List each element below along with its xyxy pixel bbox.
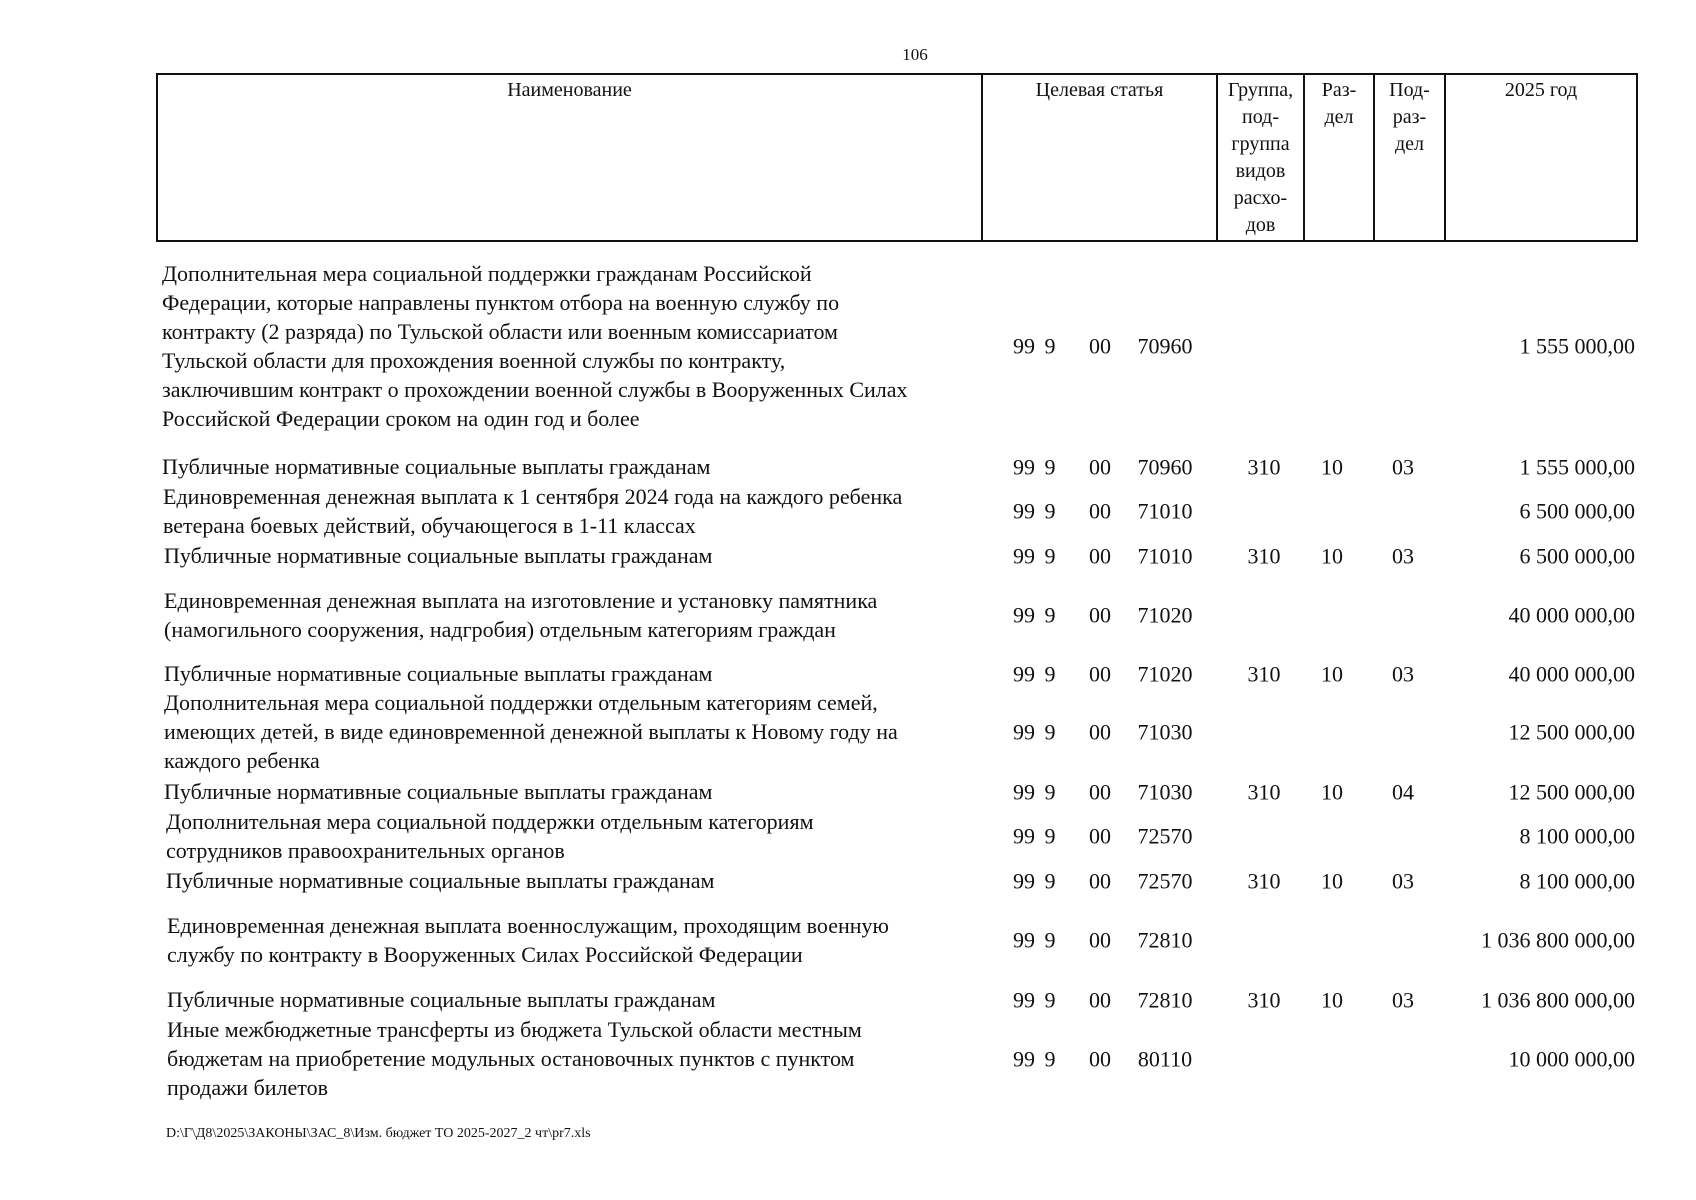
row-amount: 1 036 800 000,00 — [1481, 987, 1635, 1013]
row-code-program: 99 — [1013, 498, 1035, 524]
row-section: 10 — [1321, 868, 1343, 894]
row-name-line: Дополнительная мера социальной поддержки отдельным категориям — [166, 809, 814, 834]
row-name-line: службу по контракту в Вооруженных Силах Российской Федерации — [167, 942, 803, 967]
table-header — [156, 73, 1638, 242]
row-code-direction: 00 — [1089, 333, 1111, 359]
row-group: 310 — [1247, 543, 1281, 569]
row-subsection: 03 — [1392, 987, 1414, 1013]
row-subsection: 03 — [1392, 868, 1414, 894]
row-name — [164, 688, 974, 775]
row-code-direction: 00 — [1089, 1046, 1111, 1071]
row-amount: 12 500 000,00 — [1508, 779, 1635, 805]
row-name-line: Публичные нормативные социальные выплаты гражданам — [164, 543, 713, 568]
row-amount: 12 500 000,00 — [1508, 719, 1635, 744]
table-row — [0, 985, 1696, 1015]
row-name — [164, 659, 974, 688]
row-name-line: Дополнительная мера социальной поддержки гражданам Российской — [162, 261, 812, 286]
row-code-direction: 00 — [1089, 868, 1111, 894]
row-code-direction: 00 — [1089, 823, 1111, 849]
row-name — [164, 777, 974, 806]
row-code-direction: 00 — [1089, 498, 1111, 524]
row-section: 10 — [1321, 454, 1343, 480]
row-code-subprogram: 9 — [1044, 333, 1056, 359]
header-name — [158, 75, 981, 240]
row-name — [167, 1015, 977, 1102]
row-name-line: контракту (2 разряда) по Тульской области или военным комиссариатом — [162, 319, 838, 344]
row-name-line: Публичные нормативные социальные выплаты гражданам — [167, 987, 716, 1012]
row-name — [167, 985, 977, 1014]
row-name-line: Российской Федерации сроком на один год и более — [162, 406, 640, 431]
row-name-line: Единовременная денежная выплата к 1 сентября 2024 года на каждого ребенка — [163, 484, 903, 509]
row-name — [162, 259, 972, 433]
row-name-line: имеющих детей, в виде единовременной денежной выплаты к Новому году на — [164, 719, 898, 744]
row-name-line: Публичные нормативные социальные выплаты гражданам — [166, 868, 715, 893]
row-code-article: 70960 — [1137, 454, 1193, 480]
row-amount: 40 000 000,00 — [1508, 602, 1635, 628]
row-code-subprogram: 9 — [1044, 1046, 1056, 1071]
row-code-subprogram: 9 — [1044, 454, 1056, 480]
row-code-article: 80110 — [1137, 1046, 1193, 1071]
row-code-article: 72570 — [1137, 868, 1193, 894]
row-name-line: заключившим контракт о прохождении военной службы в Вооруженных Силах — [162, 377, 908, 402]
row-section: 10 — [1321, 661, 1343, 687]
header-year — [1444, 75, 1636, 240]
row-amount: 40 000 000,00 — [1508, 661, 1635, 687]
row-code-article: 71020 — [1137, 661, 1193, 687]
row-code-direction: 00 — [1089, 987, 1111, 1013]
row-code-subprogram: 9 — [1044, 779, 1056, 805]
row-code-program: 99 — [1013, 927, 1035, 953]
row-code-subprogram: 9 — [1044, 719, 1056, 744]
row-code-program: 99 — [1013, 987, 1035, 1013]
row-name — [164, 586, 974, 644]
row-code-article: 71010 — [1137, 543, 1193, 569]
row-name-line: Федерации, которые направлены пунктом отбора на военную службу по — [162, 290, 840, 315]
row-code-direction: 00 — [1089, 543, 1111, 569]
header-group-line: расхо- — [1233, 187, 1288, 209]
row-group: 310 — [1247, 454, 1281, 480]
row-code-subprogram: 9 — [1044, 868, 1056, 894]
row-name — [162, 452, 972, 481]
row-amount: 1 555 000,00 — [1519, 333, 1635, 359]
header-section-line: дел — [1324, 106, 1354, 128]
row-section: 10 — [1321, 987, 1343, 1013]
table-row — [0, 911, 1696, 969]
row-code-direction: 00 — [1089, 454, 1111, 480]
header-target-label: Целевая статья — [1035, 79, 1164, 101]
row-name-line: (намогильного сооружения, надгробия) отдельным категориям граждан — [164, 617, 836, 642]
header-subsection-line: Под- — [1389, 79, 1430, 101]
table-row — [0, 688, 1696, 775]
row-code-article: 72810 — [1137, 927, 1193, 953]
header-section — [1303, 75, 1373, 240]
row-name-line: сотрудников правоохранительных органов — [166, 838, 565, 863]
row-amount: 8 100 000,00 — [1519, 823, 1635, 849]
row-name — [164, 541, 974, 570]
row-code-program: 99 — [1013, 454, 1035, 480]
table-row — [0, 586, 1696, 644]
row-code-program: 99 — [1013, 719, 1035, 744]
row-code-article: 71020 — [1137, 602, 1193, 628]
row-name-line: Единовременная денежная выплата на изготовление и установку памятника — [164, 588, 878, 613]
table-row — [0, 1015, 1696, 1102]
row-code-subprogram: 9 — [1044, 661, 1056, 687]
table-row — [0, 807, 1696, 865]
row-code-article: 70960 — [1137, 333, 1193, 359]
row-subsection: 03 — [1392, 661, 1414, 687]
row-subsection: 03 — [1392, 454, 1414, 480]
row-code-direction: 00 — [1089, 719, 1111, 744]
row-name-line: Единовременная денежная выплата военнослужащим, проходящим военную — [167, 913, 889, 938]
header-group-line: дов — [1245, 214, 1276, 236]
row-code-program: 99 — [1013, 779, 1035, 805]
row-code-program: 99 — [1013, 602, 1035, 628]
row-section: 10 — [1321, 779, 1343, 805]
row-code-direction: 00 — [1089, 779, 1111, 805]
row-name-line: Дополнительная мера социальной поддержки отдельным категориям семей, — [164, 690, 878, 715]
row-group: 310 — [1247, 661, 1281, 687]
table-row — [0, 777, 1696, 807]
row-code-subprogram: 9 — [1044, 602, 1056, 628]
row-name — [167, 911, 977, 969]
row-code-program: 99 — [1013, 661, 1035, 687]
row-name-line: Тульской области для прохождения военной службы по контракту, — [162, 348, 786, 373]
row-subsection: 04 — [1392, 779, 1414, 805]
header-subsection — [1373, 75, 1444, 240]
row-name — [163, 482, 973, 540]
row-name-line: Иные межбюджетные трансферты из бюджета Тульской области местным — [167, 1017, 862, 1042]
row-code-program: 99 — [1013, 1046, 1035, 1071]
header-target — [981, 75, 1216, 240]
row-name-line: бюджетам на приобретение модульных остановочных пунктов с пунктом — [167, 1046, 855, 1071]
file-path-footer: D:\Г\Д8\2025\ЗАКОНЫ\ЗАС_8\Изм. бюджет ТО 2025-2027_2 чт\pr7.xls — [166, 1126, 591, 1141]
row-amount: 1 036 800 000,00 — [1481, 927, 1635, 953]
row-code-article: 72570 — [1137, 823, 1193, 849]
row-code-direction: 00 — [1089, 602, 1111, 628]
row-amount: 6 500 000,00 — [1519, 498, 1635, 524]
row-amount: 6 500 000,00 — [1519, 543, 1635, 569]
row-code-program: 99 — [1013, 868, 1035, 894]
row-section: 10 — [1321, 543, 1343, 569]
header-group-line: под- — [1242, 106, 1279, 128]
header-year-label: 2025 год — [1504, 79, 1578, 101]
row-name-line: Публичные нормативные социальные выплаты гражданам — [162, 454, 711, 479]
row-name-line: Публичные нормативные социальные выплаты гражданам — [164, 661, 713, 686]
row-code-program: 99 — [1013, 543, 1035, 569]
page-number: 106 — [902, 45, 928, 64]
row-group: 310 — [1247, 868, 1281, 894]
row-amount: 10 000 000,00 — [1508, 1046, 1635, 1071]
header-group — [1216, 75, 1303, 240]
header-name-label: Наименование — [507, 79, 632, 101]
row-amount: 1 555 000,00 — [1519, 454, 1635, 480]
row-name — [166, 807, 976, 865]
table-row — [0, 259, 1696, 433]
table-row — [0, 866, 1696, 896]
row-code-article: 71030 — [1137, 719, 1193, 744]
row-amount: 8 100 000,00 — [1519, 868, 1635, 894]
row-code-direction: 00 — [1089, 927, 1111, 953]
row-code-article: 71010 — [1137, 498, 1193, 524]
header-subsection-line: раз- — [1392, 106, 1427, 128]
row-code-subprogram: 9 — [1044, 927, 1056, 953]
row-code-subprogram: 9 — [1044, 823, 1056, 849]
header-section-line: Раз- — [1321, 79, 1357, 101]
row-group: 310 — [1247, 779, 1281, 805]
table-row — [0, 482, 1696, 540]
row-code-direction: 00 — [1089, 661, 1111, 687]
row-code-subprogram: 9 — [1044, 498, 1056, 524]
row-name-line: ветерана боевых действий, обучающегося в 1-11 классах — [163, 513, 696, 538]
row-code-article: 71030 — [1137, 779, 1193, 805]
row-name — [166, 866, 976, 895]
row-name-line: продажи билетов — [167, 1075, 328, 1100]
row-subsection: 03 — [1392, 543, 1414, 569]
table-row — [0, 659, 1696, 689]
row-group: 310 — [1247, 987, 1281, 1013]
row-code-program: 99 — [1013, 333, 1035, 359]
row-name-line: Публичные нормативные социальные выплаты гражданам — [164, 779, 713, 804]
header-group-line: Группа, — [1227, 79, 1294, 101]
row-code-article: 72810 — [1137, 987, 1193, 1013]
header-subsection-line: дел — [1394, 133, 1425, 155]
table-row — [0, 452, 1696, 482]
row-code-program: 99 — [1013, 823, 1035, 849]
header-group-line: видов — [1235, 160, 1286, 182]
row-code-subprogram: 9 — [1044, 987, 1056, 1013]
row-code-subprogram: 9 — [1044, 543, 1056, 569]
header-group-line: группа — [1231, 133, 1290, 155]
table-row — [0, 541, 1696, 571]
row-name-line: каждого ребенка — [164, 748, 320, 773]
